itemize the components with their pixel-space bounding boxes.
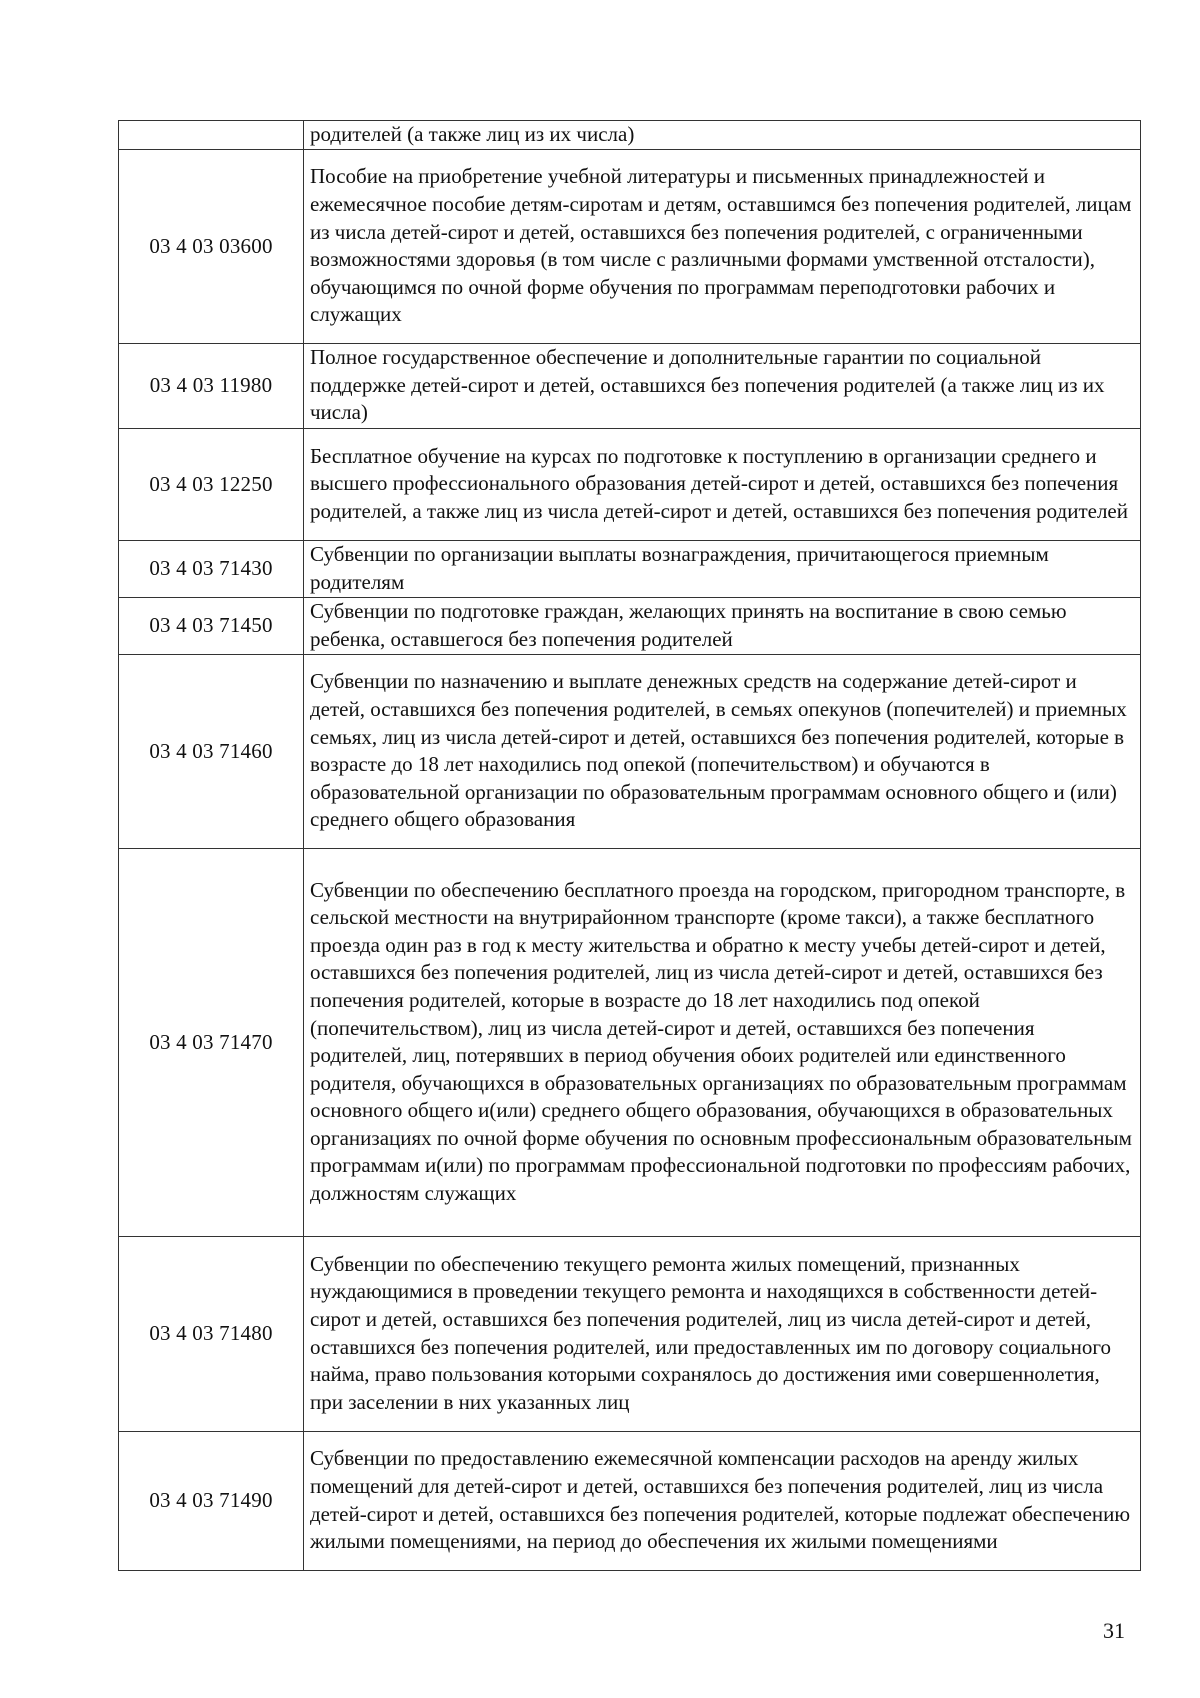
code-cell: 03 4 03 03600	[119, 149, 304, 343]
description-cell: Субвенции по предоставлению ежемесячной компенсации расходов на аренду жилых помещений для детей-сирот и детей, оставшихся без попечения родителей, лиц из числа детей-сирот и детей, оставшихся без попечения родителей, которые подлежат обеспечению жилыми помещениями, на период до обеспечения их жилыми помещениями	[304, 1431, 1141, 1570]
description-cell: Пособие на приобретение учебной литературы и письменных принадлежностей и ежемесячное пособие детям-сиротам и детям, оставшимся без попечения родителей, лицам из числа детей-сирот и детей, оставшихся без попечения родителей, с ограниченными возможностями здоровья (в том числе с различными формами умственной отсталости), обучающимся по очной форме обучения по программам переподготовки рабочих и служащих	[304, 149, 1141, 343]
code-cell: 03 4 03 71470	[119, 848, 304, 1236]
table-row	[119, 1236, 1141, 1431]
description-cell: Полное государственное обеспечение и дополнительные гарантии по социальной поддержке детей-сирот и детей, оставшихся без попечения родителей (а также лиц из их числа)	[304, 343, 1141, 428]
code-cell: 03 4 03 11980	[119, 343, 304, 428]
code-cell: 03 4 03 71450	[119, 597, 304, 654]
page-number: 31	[1103, 1618, 1125, 1643]
table-row	[119, 428, 1141, 540]
table-row	[119, 343, 1141, 428]
code-cell: 03 4 03 71430	[119, 540, 304, 597]
description-cell: Субвенции по подготовке граждан, желающих принять на воспитание в свою семью ребенка, оставшегося без попечения родителей	[304, 597, 1141, 654]
table-row	[119, 540, 1141, 597]
code-cell	[119, 121, 304, 150]
description-cell: родителей (а также лиц из их числа)	[304, 121, 1141, 150]
description-cell: Субвенции по организации выплаты вознаграждения, причитающегося приемным родителям	[304, 540, 1141, 597]
description-cell: Субвенции по назначению и выплате денежных средств на содержание детей-сирот и детей, оставшихся без попечения родителей, в семьях опекунов (попечителей) и приемных семьях, лиц из числа детей-сирот и детей, оставшихся без попечения родителей, которые в возрасте до 18 лет находились под опекой (попечительством) и обучаются в образовательной организации по образовательным программам основного общего и (или) среднего общего образования	[304, 654, 1141, 848]
code-cell: 03 4 03 71490	[119, 1431, 304, 1570]
code-cell: 03 4 03 12250	[119, 428, 304, 540]
table-row	[119, 597, 1141, 654]
description-cell: Субвенции по обеспечению текущего ремонта жилых помещений, признанных нуждающимися в проведении текущего ремонта и находящихся в собственности детей-сирот и детей, оставшихся без попечения родителей, лиц из числа детей-сирот и детей, оставшихся без попечения родителей, или предоставленных им по договору социального найма, право пользования которыми сохранялось до достижения ими совершеннолетия, при заселении в них указанных лиц	[304, 1236, 1141, 1431]
table-row	[119, 848, 1141, 1236]
table-row	[119, 1431, 1141, 1570]
description-cell: Субвенции по обеспечению бесплатного проезда на городском, пригородном транспорте, в сельской местности на внутрирайонном транспорте (кроме такси), а также бесплатного проезда один раз в год к месту жительства и обратно к месту учебы детей-сирот и детей, оставшихся без попечения родителей, лиц из числа детей-сирот и детей, оставшихся без попечения родителей, которые в возрасте до 18 лет находились под опекой (попечительством), лиц из числа детей-сирот и детей, оставшихся без попечения родителей, лиц, потерявших в период обучения обоих родителей или единственного родителя, обучающихся в образовательных организациях по образовательным программам основного общего и(или) среднего общего образования, обучающихся в образовательных организациях по очной форме обучения по основным профессиональным образовательным программам и(или) по программам профессиональной подготовки по профессиям рабочих, должностям служащих	[304, 848, 1141, 1236]
table-row	[119, 654, 1141, 848]
code-cell: 03 4 03 71480	[119, 1236, 304, 1431]
table-row	[119, 121, 1141, 150]
description-cell: Бесплатное обучение на курсах по подготовке к поступлению в организации среднего и высшего профессионального образования детей-сирот и детей, оставшихся без попечения родителей, а также лиц из числа детей-сирот и детей, оставшихся без попечения родителей	[304, 428, 1141, 540]
table-row	[119, 149, 1141, 343]
code-cell: 03 4 03 71460	[119, 654, 304, 848]
budget-codes-table	[118, 120, 1141, 1571]
